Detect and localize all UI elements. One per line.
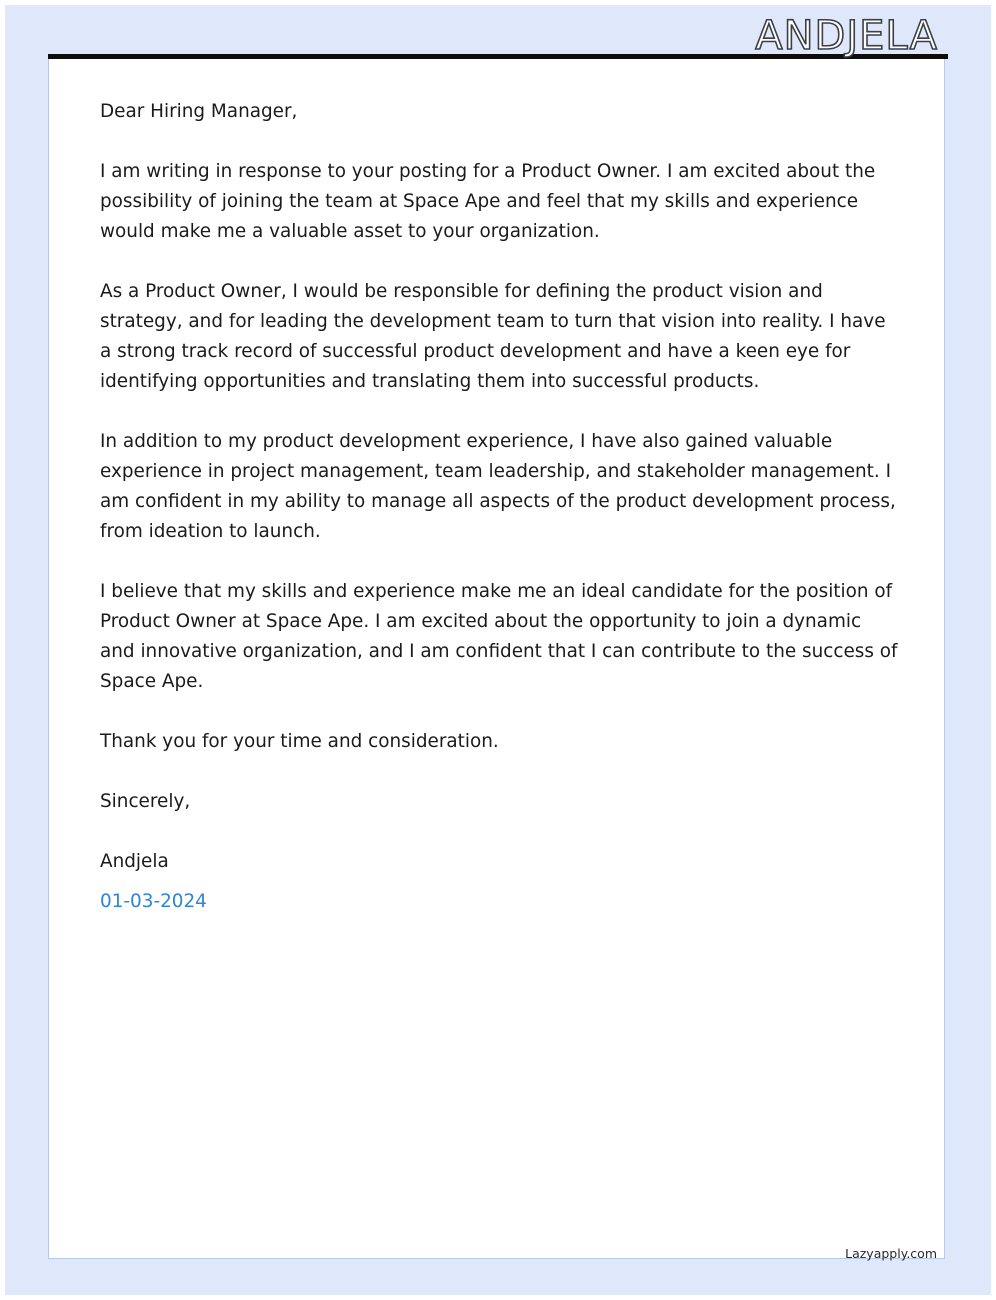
paragraph-3: In addition to my product development experience, I have also gained valuable experience in project management, team leadership, and stakeholder management. I am confident in my ability to manage all aspects of the product development process, from ideation to launch. (100, 431, 896, 542)
applicant-name-heading: ANDJELA (755, 13, 938, 59)
paragraph-1: I am writing in response to your posting for a Product Owner. I am excited about the possibility of joining the team at Space Ape and feel that my skills and experience would make me a valuable asset to your organization. (100, 161, 876, 242)
signature: Andjela (100, 851, 169, 872)
paragraph-4: I believe that my skills and experience make me an ideal candidate for the position of Product Owner at Space Ape. I am excited about the opportunity to join a dynamic and innovative organization, and I am confident that I can contribute to the success of Space Ape. (100, 581, 898, 692)
letter-date: 01-03-2024 (100, 891, 207, 912)
closing: Sincerely, (100, 791, 191, 812)
letter-body (100, 97, 900, 947)
paragraph-2: As a Product Owner, I would be responsible for defining the product vision and strategy, and for leading the development team to turn that vision into reality. I have a strong track record of successful product development and have a keen eye for identifying opportunities and translating them into successful products. (100, 281, 886, 392)
footer-brand: Lazyapply.com (845, 1246, 937, 1261)
salutation: Dear Hiring Manager, (100, 101, 298, 122)
paragraph-5: Thank you for your time and consideration. (100, 731, 499, 752)
